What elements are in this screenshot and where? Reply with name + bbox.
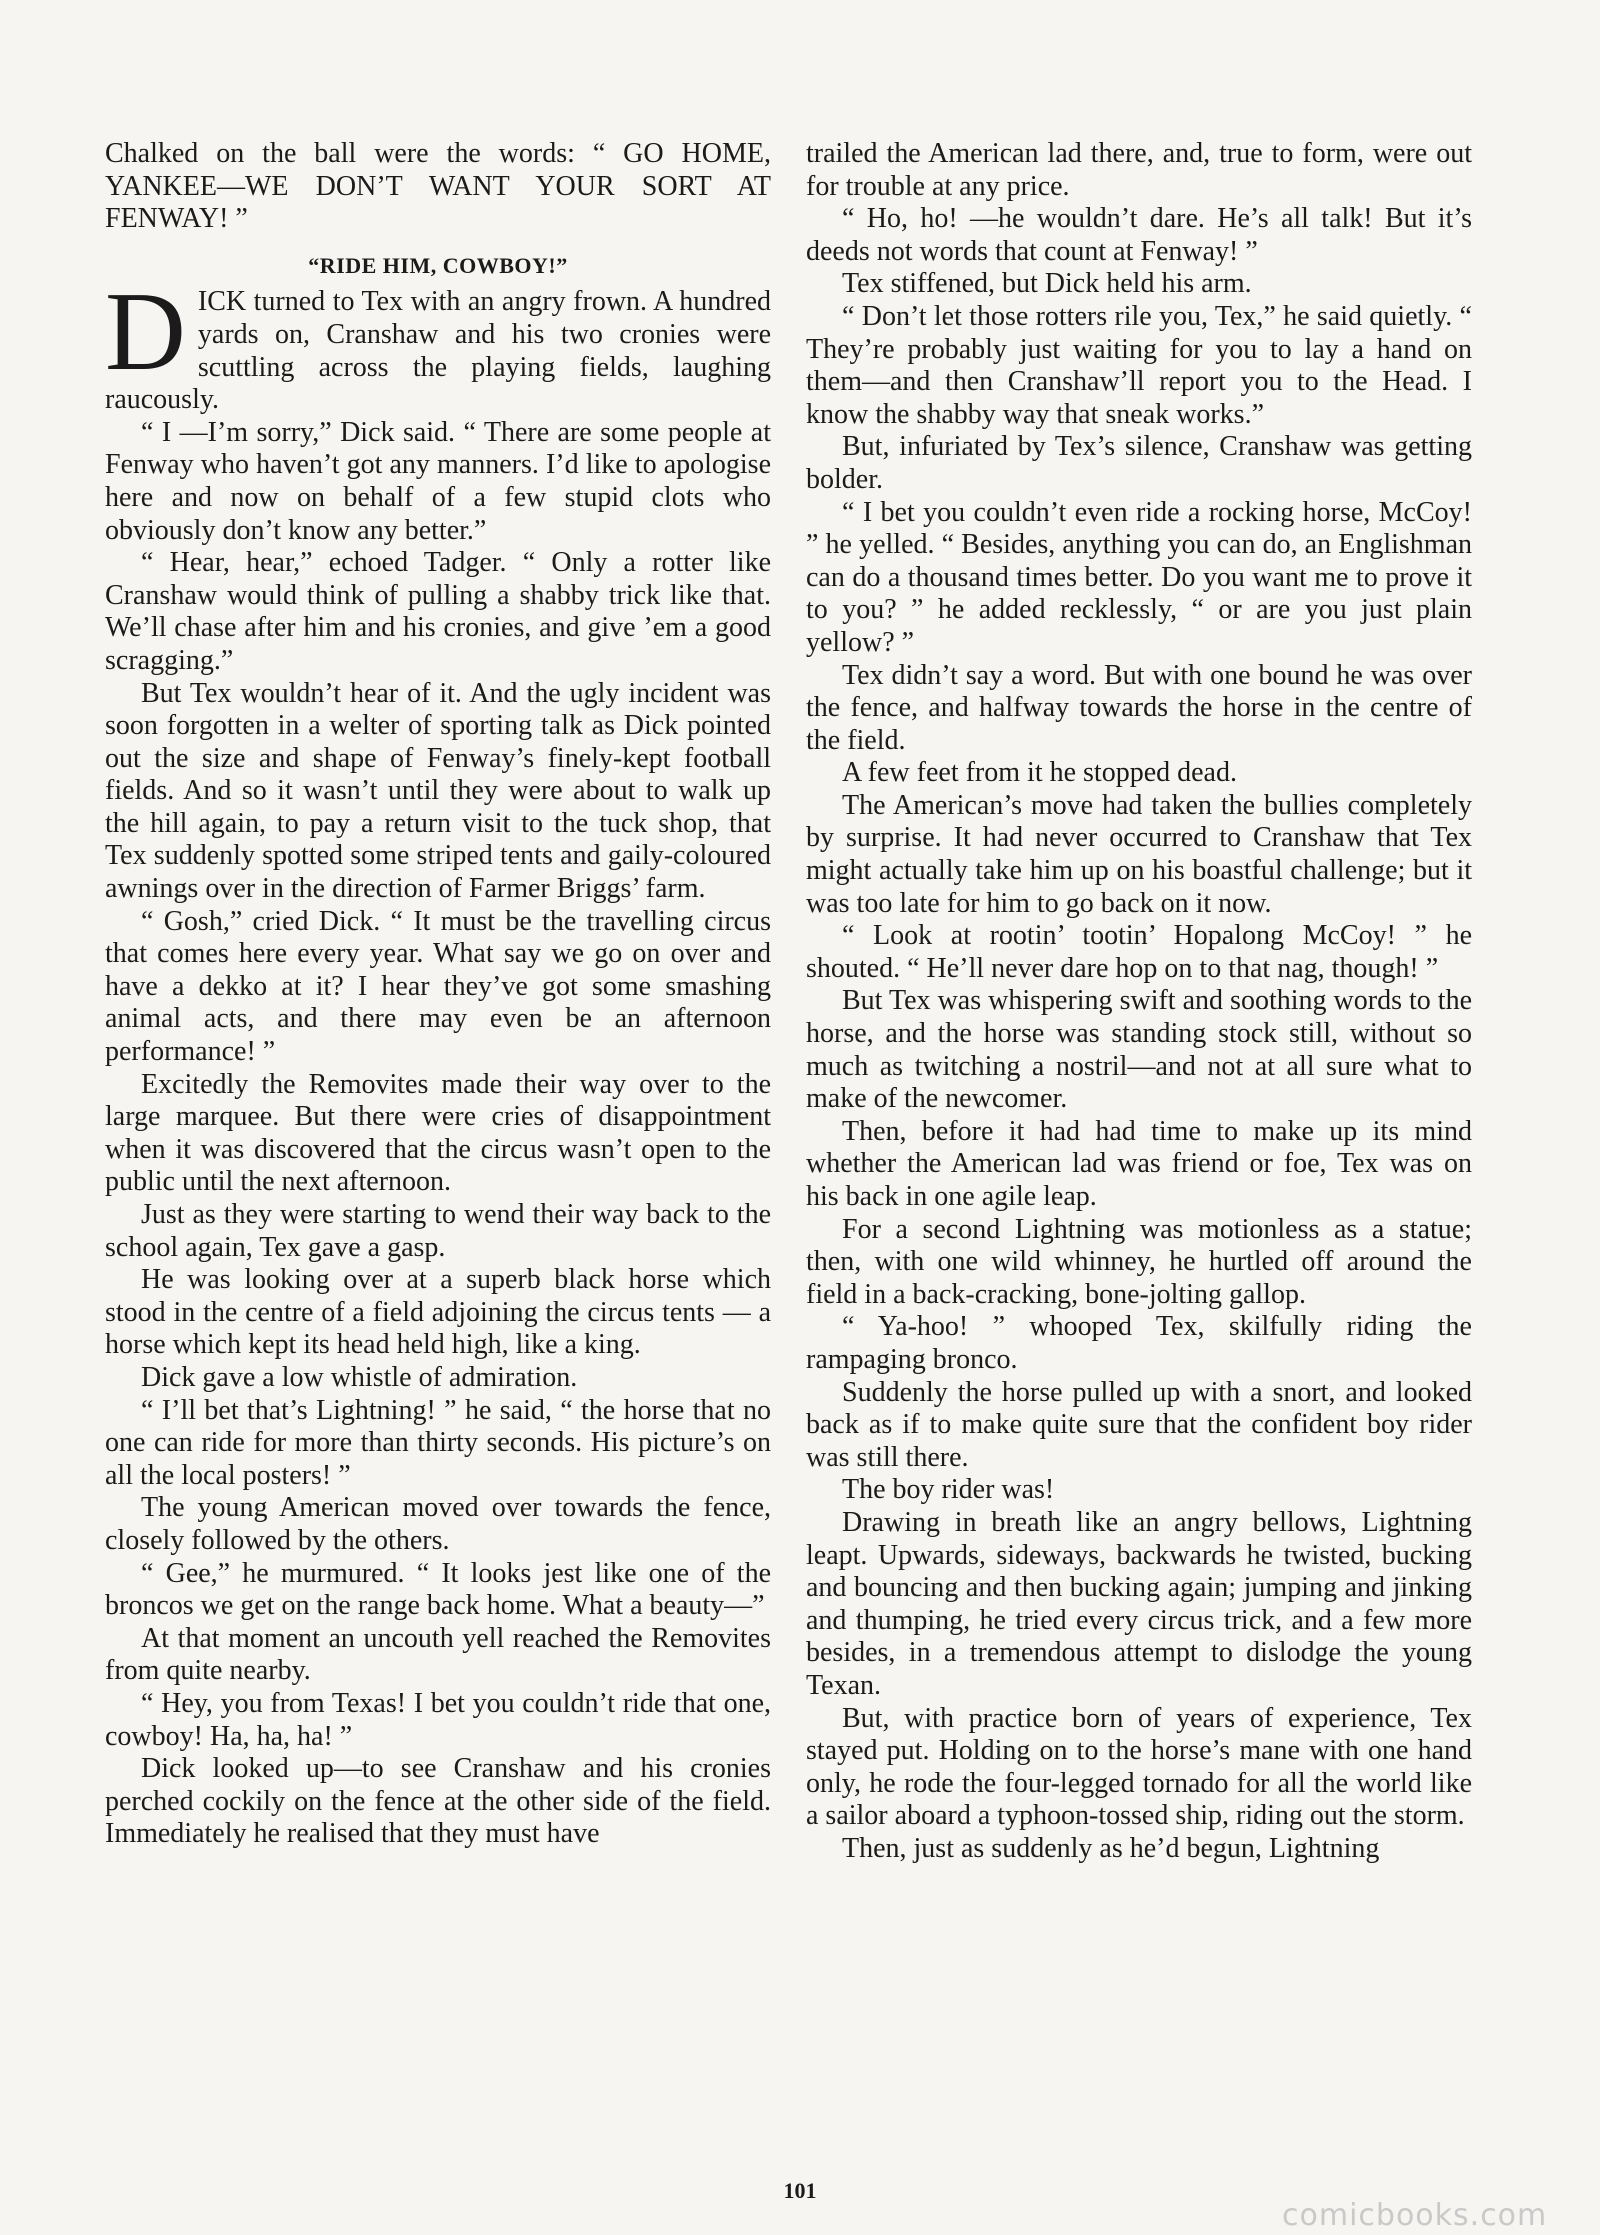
right-column [806,138,1472,1865]
paragraph: The boy rider was! [842,1474,1055,1506]
left-column [105,138,771,1851]
paragraph: A few feet from it he stopped dead. [842,757,1237,789]
paragraph: The American’s move had taken the bullies completely by surprise. It had never occurred to Cranshaw that Tex might actually take him up on his boastful challenge; but it was too late for him to go back on it now. [806,789,1472,919]
paragraph: At that moment an uncouth yell reached the Removites from quite nearby. [105,1622,771,1687]
first-paragraph [105,270,771,416]
paragraph: “ Ya-hoo! ” whooped Tex, skilfully riding the rampaging bronco. [806,1311,1472,1375]
paragraph: Dick looked up—to see Cranshaw and his cronies perched cockily on the fence at the other side of the field. Immediately he realised that they must have [105,1753,771,1850]
paragraph: Drawing in breath like an angry bellows, Lightning leapt. Upwards, sideways, backwards he twisted, bucking and bouncing and then bucking again; jumping and jinking and thumping, he tried every circus trick, and a few more besides, in a tremendous attempt to dislodge the young Texan. [806,1506,1472,1701]
first-paragraph-text: ICK turned to Tex with an angry frown. A hundred yards on, Cranshaw and his two cronies were scuttling across the playing fields, laughing raucously. [105,286,771,416]
paragraph: Then, just as suddenly as he’d begun, Lightning [842,1832,1380,1864]
paragraph: But, infuriated by Tex’s silence, Cranshaw was getting bolder. [806,431,1472,495]
section-heading: “RIDE HIM, COWBOY!” [308,252,568,278]
paragraph: But Tex wouldn’t hear of it. And the ugly incident was soon forgotten in a welter of sporting talk as Dick pointed out the size and shape of Fenway’s finely-kept football fields. And so it wasn’t until they were about to walk up the hill again, to pay a return visit to the tuck shop, that Tex suddenly spotted some striped tents and gaily-coloured awnings over in the direction of Farmer Briggs’ farm. [105,677,771,905]
paragraph: “ Ho, ho! —he wouldn’t dare. He’s all talk! But it’s deeds not words that count at Fenway! ” [806,203,1472,267]
paragraph: He was looking over at a superb black horse which stood in the centre of a field adjoining the circus tents — a horse which kept its head held high, like a king. [105,1264,771,1361]
paragraph: “ Gee,” he murmured. “ It looks jest like one of the broncos we get on the range back home. What a beauty—” [105,1557,771,1622]
paragraph: Then, before it had had time to make up its mind whether the American lad was friend or foe, Tex was on his back in one agile leap. [806,1115,1472,1212]
paragraph: The young American moved over towards the fence, closely followed by the others. [105,1492,771,1556]
paragraph: Dick gave a low whistle of admiration. [141,1361,578,1393]
drop-cap: D [105,270,186,395]
paragraph: For a second Lightning was motionless as a statue; then, with one wild whinney, he hurtled off around the field in a back-cracking, bone-jolting gallop. [806,1213,1472,1310]
paragraph: But Tex was whispering swift and soothing words to the horse, and the horse was standing stock still, without so much as twitching a nostril—and not at all sure what to make of the newcomer. [806,985,1472,1115]
paragraph: “ I bet you couldn’t even ride a rocking horse, McCoy! ” he yelled. “ Besides, anything you can do, an Englishman can do a thousand times better. Do you want me to prove it to you? ” he added recklessly, “ or are you just plain yellow? ” [806,496,1472,658]
page-number: 101 [783,2178,817,2203]
opening-paragraph: Chalked on the ball were the words: “ GO HOME, YANKEE—WE DON’T WANT YOUR SORT AT FENWAY! ” [105,138,771,235]
paragraph: “ Don’t let those rotters rile you, Tex,” he said quietly. “ They’re probably just waiting for you to lay a hand on them—and then Cranshaw’ll report you to the Head. I know the shabby way that sneak works.” [806,300,1472,430]
watermark: comicbooks.com [1282,2198,1548,2233]
paragraph: “ I —I’m sorry,” Dick said. “ There are some people at Fenway who haven’t got any manners. I’d like to apologise here and now on behalf of a few stupid clots who obviously don’t know any better.” [105,416,771,546]
continued-paragraph: trailed the American lad there, and, true to form, were out for trouble at any price. [806,138,1472,202]
paragraph: “ Hear, hear,” echoed Tadger. “ Only a rotter like Cranshaw would think of pulling a shabby trick like that. We’ll chase after him and his cronies, and give ’em a good scragging.” [105,547,771,676]
paragraph: Tex stiffened, but Dick held his arm. [842,268,1252,300]
paragraph: Just as they were starting to wend their way back to the school again, Tex gave a gasp. [105,1199,771,1263]
paragraph: “ Gosh,” cried Dick. “ It must be the travelling circus that comes here every year. What say we go on over and have a dekko at it? I hear they’ve got some smashing animal acts, and there may even be an afternoon performance! ” [105,905,771,1068]
paragraph: “ Look at rootin’ tootin’ Hopalong McCoy! ” he shouted. “ He’ll never dare hop on to that nag, though! ” [806,920,1472,984]
paragraph: Suddenly the horse pulled up with a snort, and looked back as if to make quite sure that the confident boy rider was still there. [806,1376,1472,1473]
paragraph: Excitedly the Removites made their way over to the large marquee. But there were cries of disappointment when it was discovered that the circus wasn’t open to the public until the next afternoon. [105,1068,771,1198]
paragraph: But, with practice born of years of experience, Tex stayed put. Holding on to the horse’s mane with one hand only, he rode the four-legged tornado for all the world like a sailor aboard a typhoon-tossed ship, riding out the storm. [806,1702,1472,1832]
paragraph: Tex didn’t say a word. But with one bound he was over the fence, and halfway towards the horse in the centre of the field. [806,659,1472,756]
paragraph: “ Hey, you from Texas! I bet you couldn’t ride that one, cowboy! Ha, ha, ha! ” [105,1687,771,1752]
paragraph: “ I’ll bet that’s Lightning! ” he said, “ the horse that no one can ride for more than thirty seconds. His picture’s on all the local posters! ” [105,1394,771,1491]
